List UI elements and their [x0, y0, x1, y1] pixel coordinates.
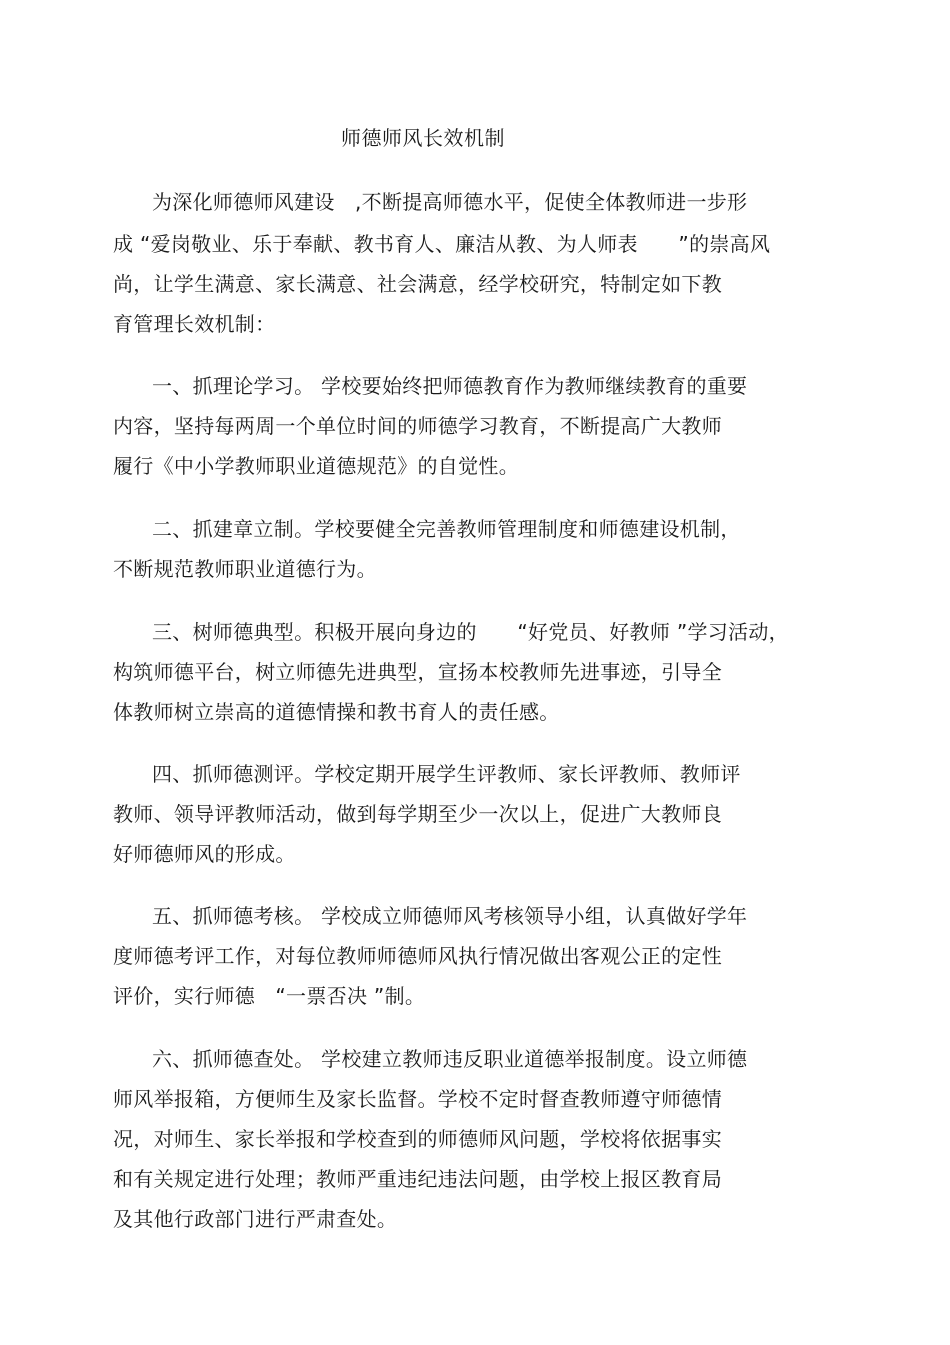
paragraph-line: 为深化师德师风建设 ,不断提高师德水平，促使全体教师进一步形: [152, 190, 748, 214]
paragraph-line: 和有关规定进行处理；教师严重违纪违法问题，由学校上报区教育局: [113, 1167, 722, 1191]
paragraph-line: 度师德考评工作，对每位教师师德师风执行情况做出客观公正的定性: [113, 944, 722, 968]
paragraph-line: 不断规范教师职业道德行为。: [113, 557, 377, 581]
paragraph-line: 育管理长效机制：: [113, 312, 276, 336]
paragraph-line: 二、抓建章立制。学校要健全完善教师管理制度和师德建设机制，: [152, 517, 741, 541]
paragraph-line: 六、抓师德查处。 学校建立教师违反职业道德举报制度。设立师德: [152, 1047, 748, 1071]
paragraph-line: 体教师树立崇高的道德情操和教书育人的责任感。: [113, 700, 560, 724]
paragraph-line: 四、抓师德测评。学校定期开展学生评教师、家长评教师、教师评: [152, 762, 741, 786]
paragraph-line: 五、抓师德考核。 学校成立师德师风考核领导小组，认真做好学年: [152, 904, 748, 928]
paragraph-line: 况，对师生、家长举报和学校查到的师德师风问题，学校将依据事实: [113, 1127, 722, 1151]
paragraph-line: 三、树师德典型。积极开展向身边的 “好党员、好教师 ”学习活动，: [152, 620, 789, 644]
document-title: 师德师风长效机制: [341, 126, 505, 150]
paragraph-line: 教师、领导评教师活动，做到每学期至少一次以上，促进广大教师良: [113, 802, 722, 826]
paragraph-line: 师风举报箱，方便师生及家长监督。学校不定时督查教师遵守师德情: [113, 1087, 722, 1111]
paragraph-line: 评价，实行师德 “一票否决 ”制。: [113, 984, 426, 1008]
paragraph-line: 一、抓理论学习。 学校要始终把师德教育作为教师继续教育的重要: [152, 374, 748, 398]
paragraph-line: 及其他行政部门进行严肃查处。: [113, 1207, 398, 1231]
paragraph-line: 构筑师德平台，树立师德先进典型，宣扬本校教师先进事迹，引导全: [113, 660, 722, 684]
paragraph-line: 成 “爱岗敬业、乐于奉献、教书育人、廉洁从教、为人师表 ”的崇高风: [113, 232, 771, 256]
paragraph-line: 内容，坚持每两周一个单位时间的师德学习教育，不断提高广大教师: [113, 414, 722, 438]
paragraph-line: 履行《中小学教师职业道德规范》的自觉性。: [113, 454, 519, 478]
paragraph-line: 尚，让学生满意、家长满意、社会满意，经学校研究，特制定如下教: [113, 272, 722, 296]
paragraph-line: 好师德师风的形成。: [113, 842, 296, 866]
